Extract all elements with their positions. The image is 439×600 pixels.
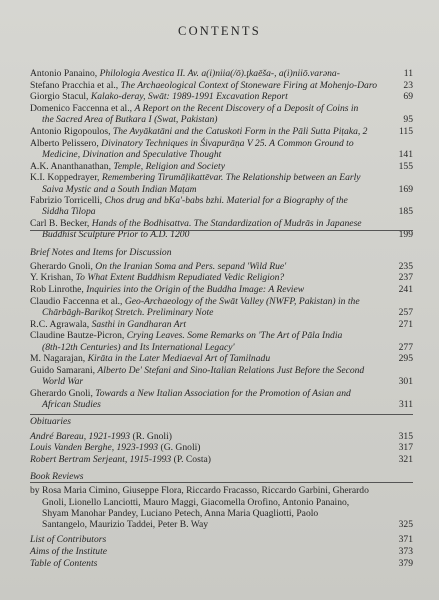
page-number: 185 [398, 206, 413, 218]
toc-entry: Fabrizio Torricelli, Chos drug and bKa'-babs bzhi. Material for a Biography of the Siddha Tilopa 185 [30, 195, 413, 218]
page-number: 11 [403, 68, 413, 79]
page-title: CONTENTS [178, 24, 261, 38]
toc-entry: Table of Contents 379 [30, 557, 413, 569]
page-number: 241 [398, 284, 413, 296]
toc-entry: Claudio Faccenna et al., Geo-Archaeology of the Swāt Valley (NWFP, Pakistan) in the Chārbāgh-Barikoṭ Stretch. Preliminary Note 257 [30, 295, 413, 319]
toc-entry: R.C. Agrawala, Sasthi in Gandharan Art 271 [30, 318, 413, 330]
toc-entry: Carl B. Becker, Hands of the Bodhisattva. The Standardization of Mudrās in Japanese Buddhist Sculpture Prior to A.D. 1200 199 [30, 218, 413, 241]
toc-entry: Robert Bertram Serjeant, 1915-1993 (P. Costa) 321 [30, 454, 413, 465]
page-number: 23 [403, 79, 413, 91]
divider [30, 414, 413, 415]
page-number: 199 [398, 229, 413, 241]
page-number: 311 [398, 399, 413, 411]
section-heading-obituaries: Obituaries [30, 416, 72, 428]
page-number: 95 [403, 114, 413, 126]
page-number: 155 [398, 160, 413, 172]
toc-entry: Rob Linrothe, Inquiries into the Origin of the Buddha Image: A Review 241 [30, 284, 413, 296]
back-matter-list [0, 534, 439, 569]
toc-entry: Y. Krishan, To What Extent Buddhism Repudiated Vedic Religion? 237 [30, 272, 413, 284]
page-number: 379 [398, 557, 413, 569]
toc-entry: Antonio Panaino, Philologia Avestica II. Av. a(i)niia(/ō).ţkaēša-, a(i)niiō.varəna- 11 [30, 68, 413, 79]
page-number: 277 [398, 341, 413, 353]
toc-entry: Guido Samarani, Alberto De' Stefani and Sino-Italian Relations Just Before the Second World War 301 [30, 365, 413, 388]
toc-entry: Claudine Bautze-Picron, Crying Leaves. Some Remarks on 'The Art of Pāla India (8th-12th Centuries) and Its International Legacy' 277 [30, 330, 413, 353]
toc-entry: Aims of the Institute 373 [30, 545, 413, 557]
table-of-contents [0, 68, 439, 569]
toc-entry: Gherardo Gnoli, Towards a New Italian Association for the Promotion of Asian and African Studies 311 [30, 387, 413, 411]
page-number: 271 [398, 318, 413, 330]
page-number: 301 [398, 376, 413, 388]
page-number: 371 [398, 534, 413, 546]
toc-entry: Alberto Pelissero, Divinatory Techniques in Śivapurāṇa V 25. A Common Ground to Medicine, Divination and Speculative Thought 141 [30, 137, 413, 160]
page-number: 69 [403, 91, 413, 103]
divider [30, 230, 413, 231]
toc-entry: Stefano Pracchia et al., The Archaeological Context of Stoneware Firing at Mohenjo-Daro 23 [30, 79, 413, 91]
toc-entry: K.I. Koppedrayer, Remembering Tirumāḷikattēvar. The Relationship between an Early Saiva Mystic and a South Indian Maṭam 169 [30, 172, 413, 195]
book-reviews-entry: by Rosa Maria Cimino, Giuseppe Flora, Riccardo Fracasso, Riccardo Garbini, Gherardo Gnoli, Lionello Lanciotti, Mauro Maggi, Giacomella Orofino, Antonio Panaino, Shyam Manohar Pandey, Luciano Petech, Anna Maria Quagliotti, Paolo Santangelo, Maurizio Taddei, Peter B. Way 325 [30, 485, 413, 531]
toc-entry: Domenico Faccenna et al., A Report on the Recent Discovery of a Deposit of Coins in the Sacred Area of Butkara I (Swat, Pakistan) 95 [30, 103, 413, 126]
page-number: 373 [398, 545, 413, 557]
toc-entry: Giorgio Stacul, Kalako-deray, Swāt: 1989-1991 Excavation Report 69 [30, 91, 413, 103]
page-number: 115 [398, 126, 413, 138]
toc-entry: Louis Vanden Berghe, 1923-1993 (G. Gnoli) 317 [30, 442, 413, 454]
page-number: 141 [398, 148, 413, 160]
page-number: 237 [398, 272, 413, 284]
toc-entry: List of Contributors 371 [30, 534, 413, 546]
page-number: 295 [398, 353, 413, 365]
toc-entry: Gherardo Gnoli, On the Iranian Soma and Pers. sepand 'Wild Rue' 235 [30, 260, 413, 272]
toc-entry: André Bareau, 1921-1993 (R. Gnoli) 315 [30, 430, 413, 442]
obituaries-list [0, 431, 439, 466]
page-number: 315 [398, 430, 413, 442]
page-number: 169 [398, 183, 413, 195]
toc-entry: Antonio Rigopoulos, The Avyākatāni and the Catuskoti Form in the Pāli Sutta Piṭaka, 2 115 [30, 126, 413, 138]
notes-list [0, 261, 439, 411]
toc-entry: A.K. Ananthanathan, Temple, Religion and Society 155 [30, 160, 413, 172]
articles-list [0, 68, 439, 241]
page-number: 325 [398, 519, 413, 531]
page-number: 321 [398, 454, 413, 465]
page-number: 317 [398, 442, 413, 454]
page-number: 257 [398, 307, 413, 319]
section-heading-notes: Brief Notes and Items for Discussion [30, 246, 172, 258]
page-number: 235 [398, 260, 413, 272]
divider [30, 482, 413, 483]
toc-entry: M. Nagarajan, Kirāta in the Later Mediaeval Art of Tamilnadu 295 [30, 353, 413, 365]
section-heading-reviews: Book Reviews [30, 471, 84, 483]
